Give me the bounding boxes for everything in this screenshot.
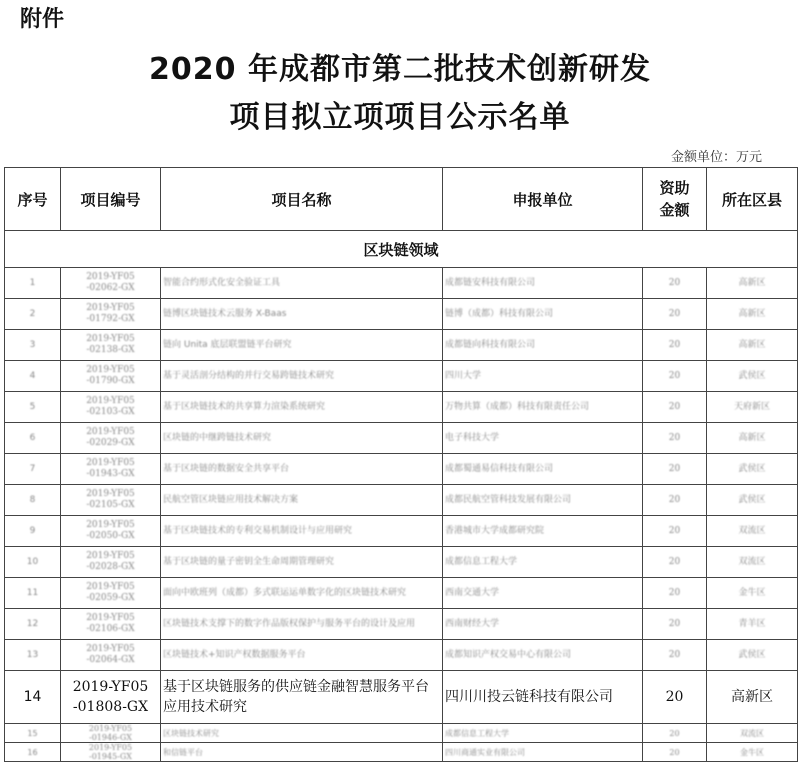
row-number: 1 bbox=[5, 268, 61, 299]
project-name: 链博区块链技术云服务 X-Baas bbox=[161, 299, 443, 330]
project-code: 2019-YF05 -01808-GX bbox=[61, 671, 161, 724]
district: 武侯区 bbox=[707, 640, 798, 671]
attachment-label: 附件 bbox=[20, 7, 65, 32]
table-header-row bbox=[5, 168, 798, 231]
applicant-unit: 成都信息工程大学 bbox=[443, 724, 643, 743]
project-code: 2019-YF05 -01792-GX bbox=[61, 299, 161, 330]
project-code: 2019-YF05 -01790-GX bbox=[61, 361, 161, 392]
project-code: 2019-YF05 -02106-GX bbox=[61, 609, 161, 640]
district: 双流区 bbox=[707, 547, 798, 578]
district: 武侯区 bbox=[707, 361, 798, 392]
row-number: 8 bbox=[5, 485, 61, 516]
project-code: 2019-YF05 -02103-GX bbox=[61, 392, 161, 423]
project-code: 2019-YF05 -02050-GX bbox=[61, 516, 161, 547]
district: 高新区 bbox=[707, 299, 798, 330]
project-code: 2019-YF05 -02062-GX bbox=[61, 268, 161, 299]
funding-amount: 20 bbox=[643, 268, 707, 299]
funding-amount: 20 bbox=[643, 578, 707, 609]
amount-header-text: 资助 金额 bbox=[659, 179, 690, 219]
funding-amount: 20 bbox=[643, 516, 707, 547]
project-code: 2019-YF05 -02028-GX bbox=[61, 547, 161, 578]
district: 武侯区 bbox=[707, 485, 798, 516]
district: 双流区 bbox=[707, 516, 798, 547]
funding-amount: 20 bbox=[643, 547, 707, 578]
applicant-unit: 四川川投云链科技有限公司 bbox=[443, 671, 643, 724]
project-code: 2019-YF05 -01943-GX bbox=[61, 454, 161, 485]
funding-amount: 20 bbox=[643, 423, 707, 454]
applicant-unit: 西南交通大学 bbox=[443, 578, 643, 609]
district: 双流区 bbox=[707, 724, 798, 743]
row-number: 5 bbox=[5, 392, 61, 423]
applicant-unit: 电子科技大学 bbox=[443, 423, 643, 454]
row-number: 3 bbox=[5, 330, 61, 361]
row-number: 14 bbox=[5, 671, 61, 724]
table-row bbox=[5, 671, 798, 724]
column-header-amount bbox=[643, 168, 707, 231]
row-number: 10 bbox=[5, 547, 61, 578]
project-name: 区块链的中继跨链技术研究 bbox=[161, 423, 443, 454]
project-table bbox=[4, 167, 798, 762]
document-title-line-1: 2020 年成都市第二批技术创新研发 bbox=[149, 52, 651, 87]
project-name: 民航空管区块链应用技术解决方案 bbox=[161, 485, 443, 516]
table-row bbox=[5, 361, 798, 392]
column-header-code: 项目编号 bbox=[61, 168, 161, 231]
table-row bbox=[5, 454, 798, 485]
section-row bbox=[5, 231, 798, 268]
project-code: 2019-YF05 -01946-GX bbox=[61, 724, 161, 743]
project-code: 2019-YF05 -02138-GX bbox=[61, 330, 161, 361]
funding-amount: 20 bbox=[643, 485, 707, 516]
funding-amount: 20 bbox=[643, 724, 707, 743]
table-row bbox=[5, 724, 798, 743]
project-code: 2019-YF05 -02064-GX bbox=[61, 640, 161, 671]
funding-amount: 20 bbox=[643, 743, 707, 762]
funding-amount: 20 bbox=[643, 671, 707, 724]
column-header-no: 序号 bbox=[5, 168, 61, 231]
funding-amount: 20 bbox=[643, 361, 707, 392]
project-name: 链向 Unita 底层联盟链平台研究 bbox=[161, 330, 443, 361]
project-name: 基于区块链的量子密钥全生命周期管理研究 bbox=[161, 547, 443, 578]
district: 高新区 bbox=[707, 330, 798, 361]
district: 高新区 bbox=[707, 423, 798, 454]
table-row bbox=[5, 743, 798, 762]
project-name: 智能合约形式化安全验证工具 bbox=[161, 268, 443, 299]
funding-amount: 20 bbox=[643, 609, 707, 640]
row-number: 12 bbox=[5, 609, 61, 640]
applicant-unit: 万物共算（成都）科技有限责任公司 bbox=[443, 392, 643, 423]
project-name: 基于区块链的数据安全共享平台 bbox=[161, 454, 443, 485]
project-name: 区块链技术研究 bbox=[161, 724, 443, 743]
table-row bbox=[5, 299, 798, 330]
table-row bbox=[5, 392, 798, 423]
district: 高新区 bbox=[707, 268, 798, 299]
project-name: 和信链平台 bbox=[161, 743, 443, 762]
row-number: 7 bbox=[5, 454, 61, 485]
funding-amount: 20 bbox=[643, 454, 707, 485]
column-header-unit: 申报单位 bbox=[443, 168, 643, 231]
table-row bbox=[5, 640, 798, 671]
column-header-district: 所在区县 bbox=[707, 168, 798, 231]
table-row bbox=[5, 516, 798, 547]
project-name: 基于区块链技术的专利交易机制设计与应用研究 bbox=[161, 516, 443, 547]
applicant-unit: 西南财经大学 bbox=[443, 609, 643, 640]
row-number: 6 bbox=[5, 423, 61, 454]
table-row bbox=[5, 547, 798, 578]
district: 高新区 bbox=[707, 671, 798, 724]
project-name: 面向中欧班列（成都）多式联运运单数字化的区块链技术研究 bbox=[161, 578, 443, 609]
section-title: 区块链领域 bbox=[5, 231, 798, 268]
applicant-unit: 四川商通实业有限公司 bbox=[443, 743, 643, 762]
column-header-name: 项目名称 bbox=[161, 168, 443, 231]
applicant-unit: 成都知识产权交易中心有限公司 bbox=[443, 640, 643, 671]
document-title-line-2: 项目拟立项项目公示名单 bbox=[229, 100, 571, 135]
funding-amount: 20 bbox=[643, 392, 707, 423]
project-name: 基于灵活剖分结构的并行交易跨链技术研究 bbox=[161, 361, 443, 392]
project-code: 2019-YF05 -02029-GX bbox=[61, 423, 161, 454]
applicant-unit: 成都链向科技有限公司 bbox=[443, 330, 643, 361]
row-number: 13 bbox=[5, 640, 61, 671]
district: 金牛区 bbox=[707, 578, 798, 609]
district: 青羊区 bbox=[707, 609, 798, 640]
table-row bbox=[5, 268, 798, 299]
row-number: 11 bbox=[5, 578, 61, 609]
project-code: 2019-YF05 -02059-GX bbox=[61, 578, 161, 609]
row-number: 2 bbox=[5, 299, 61, 330]
row-number: 4 bbox=[5, 361, 61, 392]
project-name: 基于区块链技术的共享算力渲染系统研究 bbox=[161, 392, 443, 423]
unit-note: 金额单位：万元 bbox=[670, 150, 762, 165]
project-name: 区块链技术+知识产权数据服务平台 bbox=[161, 640, 443, 671]
district: 金牛区 bbox=[707, 743, 798, 762]
table-row bbox=[5, 485, 798, 516]
district: 武侯区 bbox=[707, 454, 798, 485]
project-name: 基于区块链服务的供应链金融智慧服务平台应用技术研究 bbox=[161, 671, 443, 724]
applicant-unit: 成都民航空管科技发展有限公司 bbox=[443, 485, 643, 516]
table-row bbox=[5, 330, 798, 361]
table-row bbox=[5, 423, 798, 454]
table-row bbox=[5, 578, 798, 609]
row-number: 15 bbox=[5, 724, 61, 743]
row-number: 9 bbox=[5, 516, 61, 547]
applicant-unit: 成都链安科技有限公司 bbox=[443, 268, 643, 299]
applicant-unit: 链博（成都）科技有限公司 bbox=[443, 299, 643, 330]
table-row bbox=[5, 609, 798, 640]
project-code: 2019-YF05 -02105-GX bbox=[61, 485, 161, 516]
applicant-unit: 四川大学 bbox=[443, 361, 643, 392]
applicant-unit: 成都信息工程大学 bbox=[443, 547, 643, 578]
applicant-unit: 香港城市大学成都研究院 bbox=[443, 516, 643, 547]
district: 天府新区 bbox=[707, 392, 798, 423]
row-number: 16 bbox=[5, 743, 61, 762]
project-code: 2019-YF05 -01945-GX bbox=[61, 743, 161, 762]
funding-amount: 20 bbox=[643, 299, 707, 330]
applicant-unit: 成都蜀通易信科技有限公司 bbox=[443, 454, 643, 485]
funding-amount: 20 bbox=[643, 640, 707, 671]
project-name: 区块链技术支撑下的数字作品版权保护与服务平台的设计及应用 bbox=[161, 609, 443, 640]
funding-amount: 20 bbox=[643, 330, 707, 361]
